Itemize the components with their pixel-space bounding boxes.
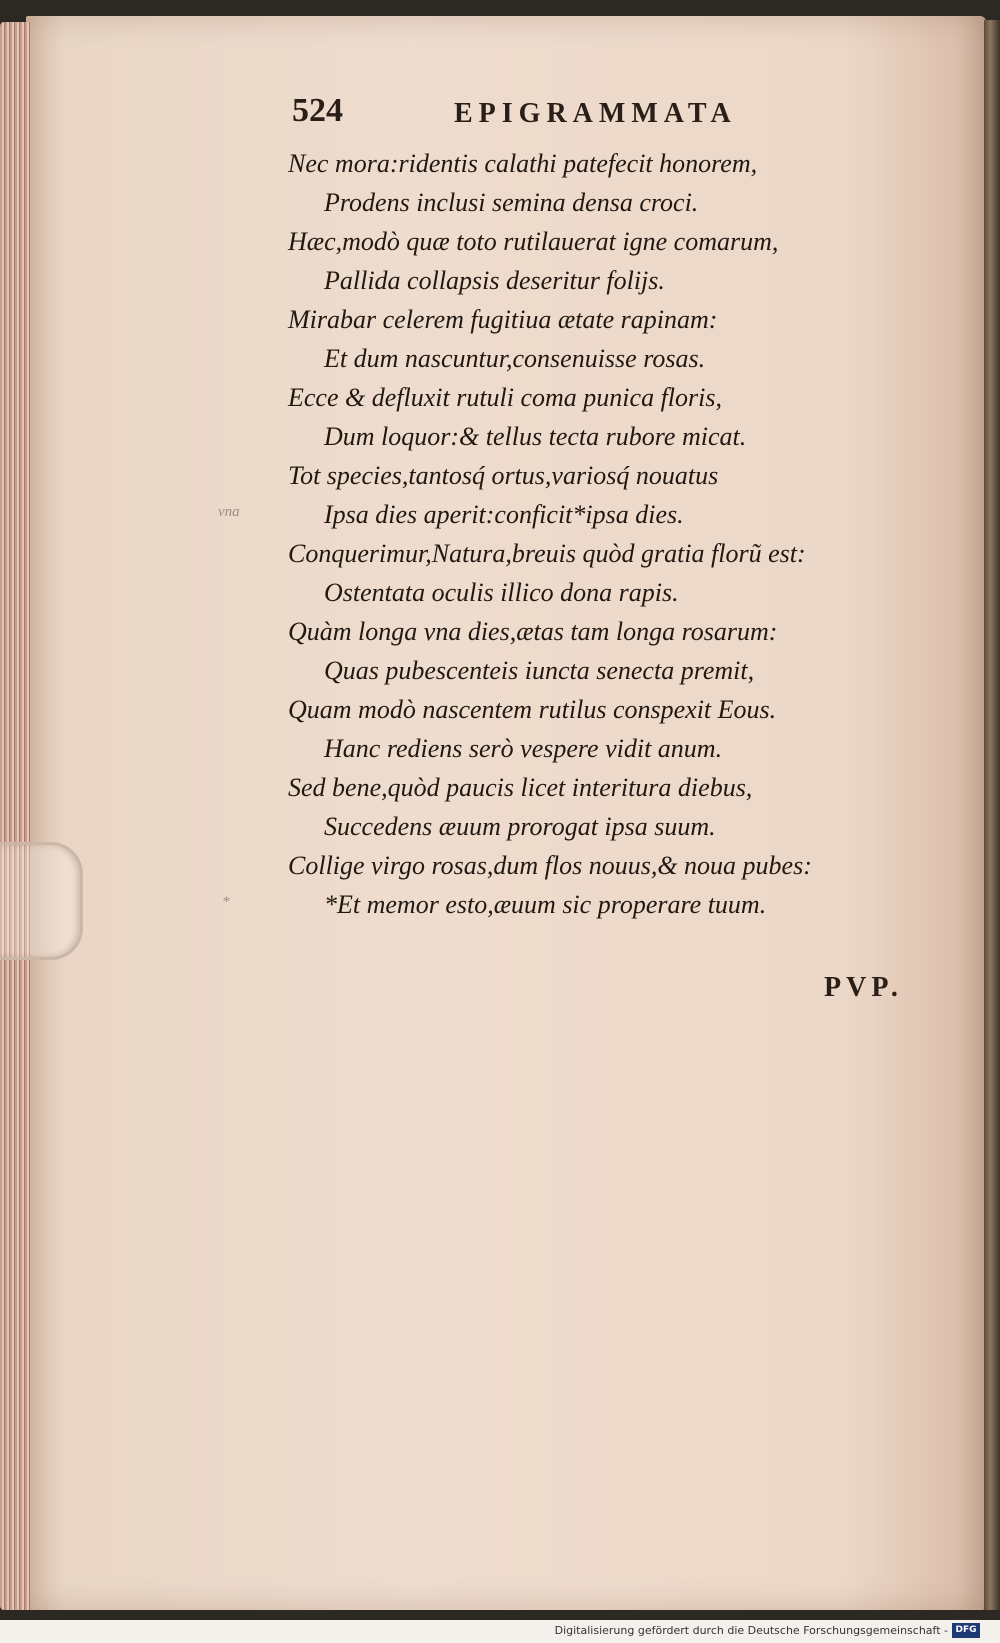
page-number: 524 <box>292 92 343 129</box>
dfg-logo: DFG <box>952 1623 980 1638</box>
poem-line: Tot species,tantosq́ ortus,variosq́ nouatus <box>288 461 719 490</box>
poem-line: Ipsa dies aperit:conficit*ipsa dies. <box>324 500 684 529</box>
poem-line: Nec mora:ridentis calathi patefecit honorem, <box>288 149 758 178</box>
poem-line: Collige virgo rosas,dum flos nouus,& noua pubes: <box>288 851 812 880</box>
footer-bar <box>0 1620 1000 1643</box>
poem-text <box>288 144 938 924</box>
poem-line: *Et memor esto,æuum sic properare tuum. <box>324 890 767 919</box>
poem-line: Dum loquor:& tellus tecta rubore micat. <box>324 422 747 451</box>
poem-line: Et dum nascuntur,consenuisse rosas. <box>324 344 706 373</box>
margin-note: * <box>222 894 230 910</box>
poem-line: Succedens æuum prorogat ipsa suum. <box>324 812 716 841</box>
running-title: EPIGRAMMATA <box>454 98 737 129</box>
poem-line: Prodens inclusi semina densa croci. <box>324 188 699 217</box>
poem-line: Quas pubescenteis iuncta senecta premit, <box>324 656 755 685</box>
poem-line: Conquerimur,Natura,breuis quòd gratia florũ est: <box>288 539 806 568</box>
page-edges <box>0 22 30 1610</box>
poem-line: Ecce & defluxit rutuli coma punica floris, <box>288 383 722 412</box>
poem-line: Quàm longa vna dies,ætas tam longa rosarum: <box>288 617 778 646</box>
poem-line: Mirabar celerem fugitiua ætate rapinam: <box>288 305 718 334</box>
poem-line: Sed bene,quòd paucis licet interitura diebus, <box>288 773 753 802</box>
margin-note: vna <box>218 504 240 520</box>
poem-line: Hanc rediens serò vespere vidit anum. <box>324 734 723 763</box>
page-clip <box>0 842 83 960</box>
poem-line: Ostentata oculis illico dona rapis. <box>324 578 679 607</box>
book-spine-edge <box>984 20 1000 1610</box>
poem-line: Hæc,modò quæ toto rutilauerat igne comarum, <box>288 227 779 256</box>
footer-credit: Digitalisierung gefördert durch die Deutsche Forschungsgemeinschaft - <box>554 1624 948 1637</box>
page-header <box>292 92 832 138</box>
poem-line: Quam modò nascentem rutilus conspexit Eous. <box>288 695 777 724</box>
poem-line: Pallida collapsis deseritur folijs. <box>324 266 665 295</box>
catchword: PVP. <box>824 972 903 1003</box>
